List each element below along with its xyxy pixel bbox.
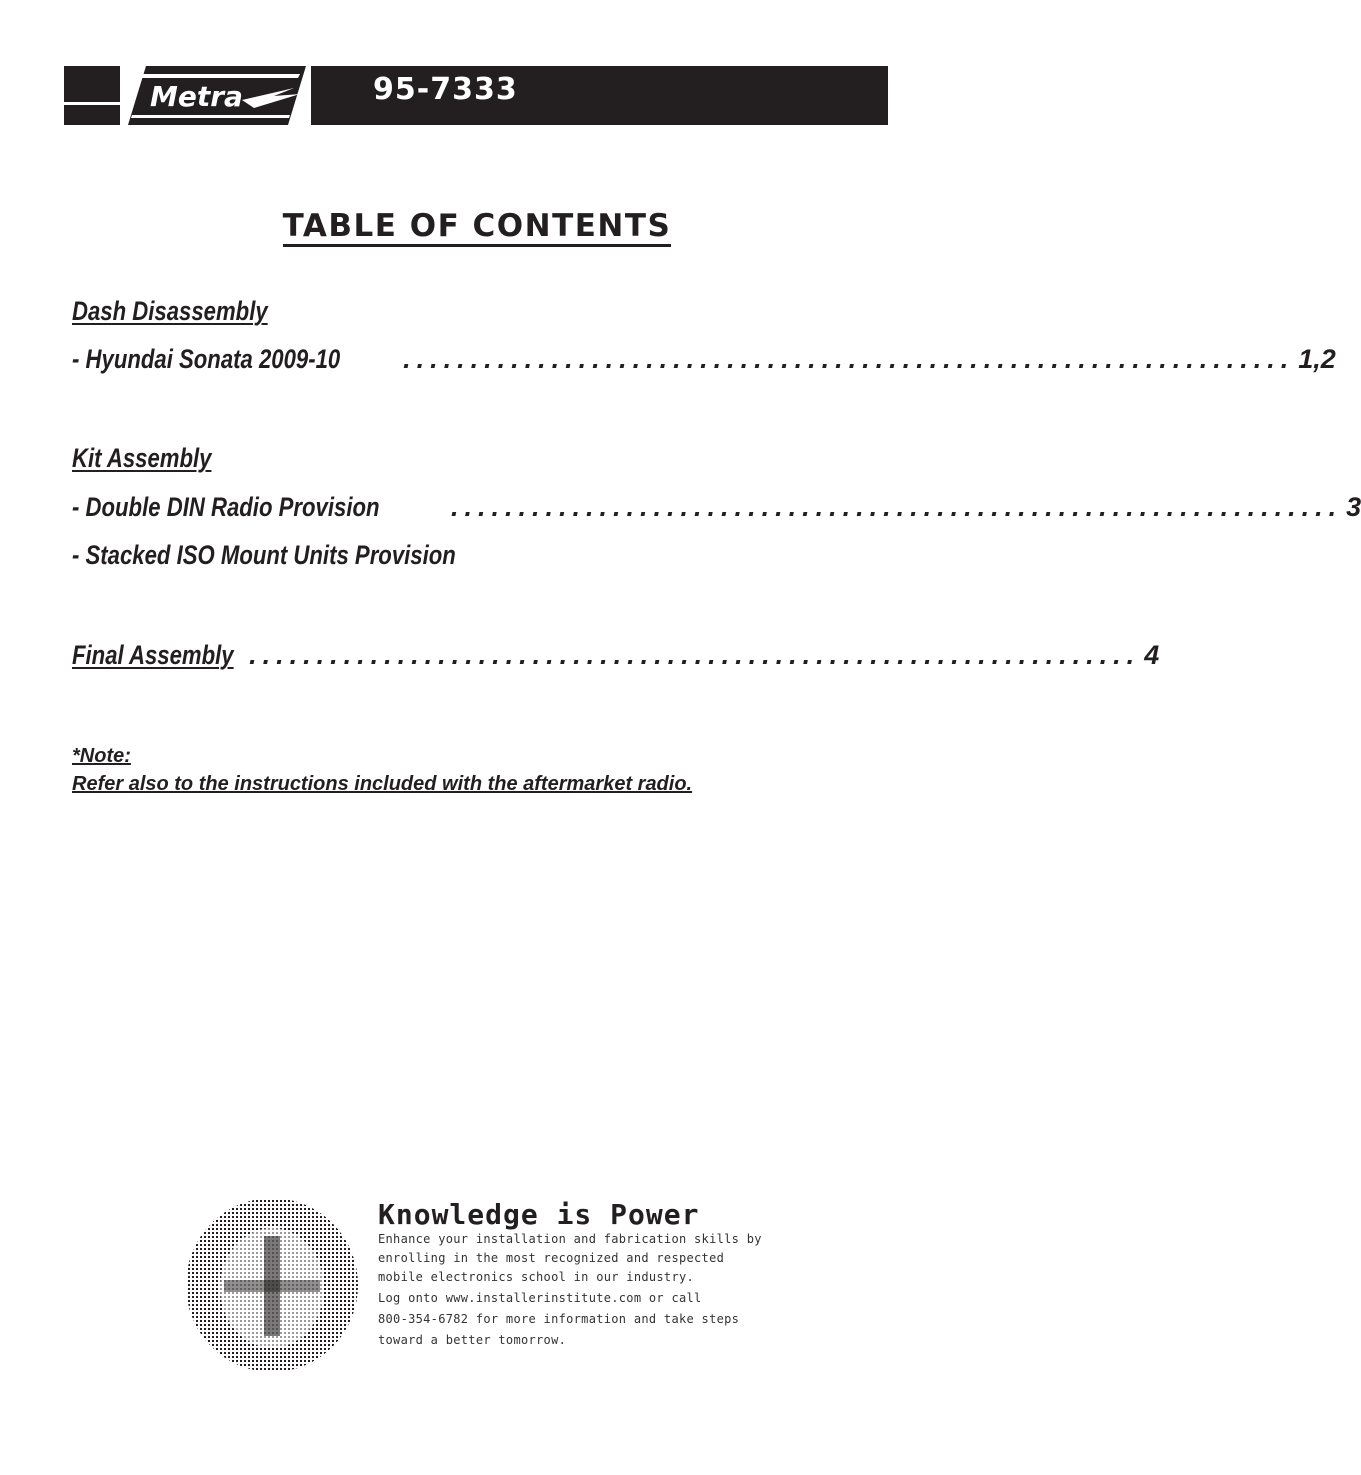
toc-entry — [72, 492, 1361, 523]
toc-section-kit — [72, 443, 888, 474]
toc-leader: .................................................................. — [403, 344, 1295, 374]
toc-entry-label: - Stacked ISO Mount Units Provision — [72, 540, 456, 570]
toc-heading: Kit Assembly — [72, 443, 212, 473]
toc-entry-page: 3 — [1346, 492, 1361, 522]
knowledge-line: Log onto www.installerinstitute.com or call — [378, 1291, 702, 1305]
note-label: *Note: — [72, 745, 131, 767]
toc-entry-page: 4 — [1144, 640, 1160, 670]
knowledge-line: 800-354-6782 for more information and take steps — [378, 1312, 740, 1326]
toc-heading: Final Assembly — [72, 640, 234, 670]
page-title — [0, 208, 954, 244]
knowledge-line: toward a better tomorrow. — [378, 1333, 567, 1347]
toc-section-dash — [72, 296, 888, 327]
toc-entry — [72, 344, 1336, 375]
note-text: Refer also to the instructions included with the aftermarket radio. — [72, 773, 693, 795]
page-title-text: TABLE OF CONTENTS — [283, 208, 672, 247]
toc-entry-page: 1,2 — [1298, 344, 1336, 374]
metra-logo — [124, 66, 306, 125]
toc-leader: .................................................................. — [249, 640, 1141, 670]
knowledge-line: Enhance your installation and fabrication skills by — [378, 1232, 762, 1246]
toc-heading: Dash Disassembly — [72, 296, 268, 326]
installer-institute-seal-icon — [184, 1196, 360, 1374]
logo-text: Metra — [150, 80, 243, 113]
knowledge-title: Knowledge is Power — [378, 1198, 700, 1231]
knowledge-line: enrolling in the most recognized and respected — [378, 1251, 725, 1265]
toc-entry-label: - Hyundai Sonata 2009-10 — [72, 344, 341, 374]
knowledge-line: mobile electronics school in our industry. — [378, 1270, 695, 1284]
part-number: 95-7333 — [373, 72, 518, 107]
header-block — [64, 66, 120, 125]
note — [72, 742, 692, 798]
toc-entry — [72, 540, 888, 571]
toc-entry-label: - Double DIN Radio Provision — [72, 492, 380, 522]
toc-leader: .................................................................. — [451, 492, 1343, 522]
header-bar — [311, 66, 888, 125]
toc-section-final — [72, 640, 1160, 671]
